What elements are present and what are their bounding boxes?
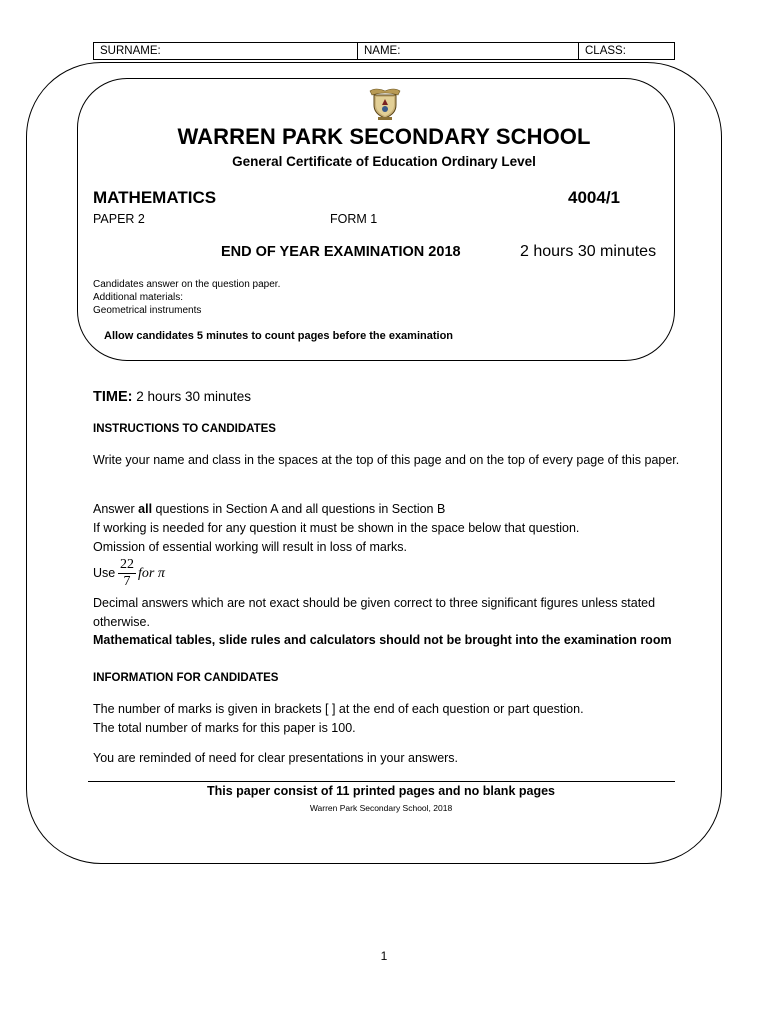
instruction-6: Mathematical tables, slide rules and calculators should not be brought into the examination room xyxy=(93,633,672,647)
info-2: The total number of marks for this paper is 100. xyxy=(93,721,356,735)
candidate-details-table xyxy=(93,42,675,60)
form-level: FORM 1 xyxy=(330,212,378,226)
pi-fraction xyxy=(118,557,136,590)
school-name: WARREN PARK SECONDARY SCHOOL xyxy=(177,124,591,149)
instruction-4: Omission of essential working will result in loss of marks. xyxy=(93,540,407,554)
pages-note: This paper consist of 11 printed pages and no blank pages xyxy=(207,784,555,798)
instruction-2-post: questions in Section A and all questions in Section B xyxy=(152,502,446,516)
class-field[interactable] xyxy=(579,43,674,59)
instruction-5: Decimal answers which are not exact should be given correct to three significant figures unless stated otherwise. xyxy=(93,596,656,629)
info-3: You are reminded of need for clear presentations in your answers. xyxy=(93,751,459,765)
pi-numerator: 22 xyxy=(120,557,134,572)
copyright: Warren Park Secondary School, 2018 xyxy=(309,803,453,813)
page-number: 1 xyxy=(380,949,388,963)
instruction-1: Write your name and class in the spaces at the top of this page and on the top of every page of this paper. xyxy=(93,453,680,467)
subject-code: 4004/1 xyxy=(568,188,620,207)
materials-line-3: Geometrical instruments xyxy=(93,305,202,316)
footer-divider xyxy=(88,781,675,782)
exam-title: END OF YEAR EXAMINATION 2018 xyxy=(221,244,461,260)
instruction-2-pre: Answer xyxy=(93,502,139,516)
class-label: CLASS: xyxy=(585,45,626,57)
level-title: General Certificate of Education Ordinary Level xyxy=(232,154,536,169)
exam-duration: 2 hours 30 minutes xyxy=(520,243,657,260)
pi-denominator: 7 xyxy=(123,574,131,589)
instruction-2 xyxy=(93,500,683,519)
surname-label: SURNAME: xyxy=(100,45,161,57)
materials-line-2: Additional materials: xyxy=(93,292,184,303)
info-1: The number of marks is given in brackets [ ] at the end of each question or part question. xyxy=(93,702,584,716)
information-heading: INFORMATION FOR CANDIDATES xyxy=(93,672,279,684)
instruction-3: If working is needed for any question it must be shown in the space below that question. xyxy=(93,521,580,535)
time-label: TIME: xyxy=(93,389,133,405)
name-label: NAME: xyxy=(364,45,401,57)
time-value: 2 hours 30 minutes xyxy=(136,389,252,404)
use-label: Use xyxy=(93,566,116,580)
name-field[interactable] xyxy=(358,43,579,59)
paper-number: PAPER 2 xyxy=(93,212,145,226)
time-line xyxy=(93,389,251,405)
pi-suffix: for π xyxy=(138,566,165,581)
materials-line-1: Candidates answer on the question paper. xyxy=(93,279,281,290)
instructions-heading: INSTRUCTIONS TO CANDIDATES xyxy=(93,423,276,435)
allow-note: Allow candidates 5 minutes to count pages before the examination xyxy=(104,330,454,342)
surname-field[interactable] xyxy=(94,43,358,59)
instruction-2-bold: all xyxy=(138,502,153,516)
subject-name: MATHEMATICS xyxy=(93,188,217,207)
school-crest-icon xyxy=(367,85,403,121)
